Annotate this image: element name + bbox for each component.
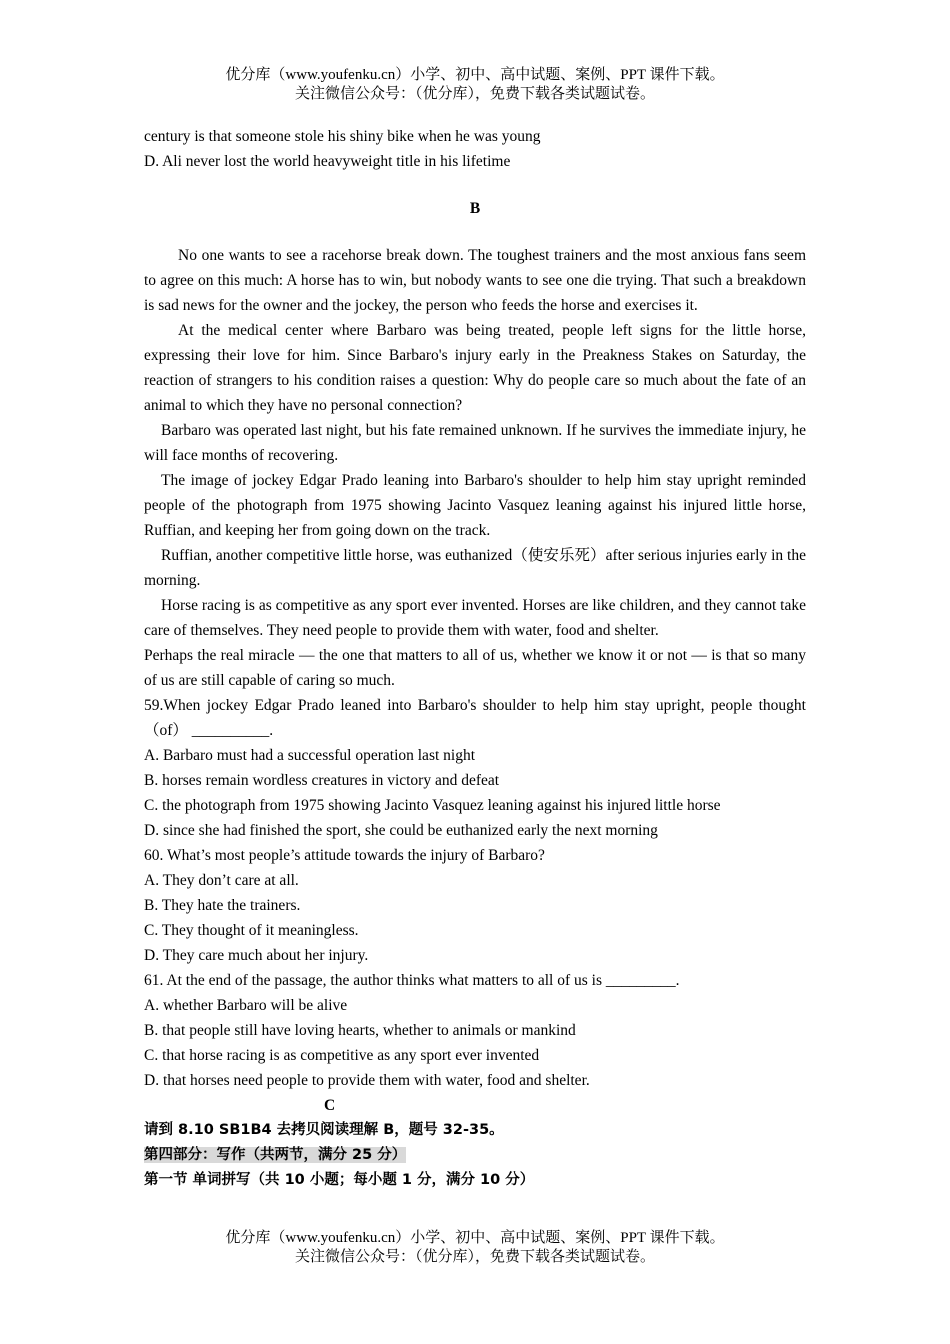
document-body: [144, 124, 806, 1193]
question-option: D. They care much about her injury.: [144, 947, 369, 964]
passage-paragraph-6: Horse racing is as competitive as any sport ever invented. Horses are like children, and they cannot take care of themselves. They need people to provide them with water, food and shelter.: [144, 597, 806, 639]
passage-paragraph-1: No one wants to see a racehorse break down. The toughest trainers and the most anxious fans seem to agree on this much: A horse has to win, but nobody wants to see one die trying. That such a breakdown is sad news for the owner and the jockey, the person who feeds the horse and exercises it.: [144, 247, 806, 314]
question-option: A. whether Barbaro will be alive: [144, 997, 348, 1014]
carry-over-line-2: D. Ali never lost the world heavyweight title in his lifetime: [144, 153, 511, 170]
question-61: [144, 968, 806, 1093]
passage-paragraph-5: Ruffian, another competitive little horse, was euthanized（使安乐死）after serious injuries early in the morning.: [144, 547, 806, 589]
question-option: B. They hate the trainers.: [144, 897, 301, 914]
question-stem: 61. At the end of the passage, the author thinks what matters to all of us is _________.: [144, 972, 680, 989]
question-60: [144, 843, 806, 968]
question-option: B. that people still have loving hearts, whether to animals or mankind: [144, 1022, 576, 1039]
question-option: B. horses remain wordless creatures in victory and defeat: [144, 772, 500, 789]
question-stem: 59.When jockey Edgar Prado leaned into Barbaro's shoulder to help him stay upright, people thought （of） __________.: [144, 697, 806, 739]
section-b-title: B: [469, 200, 481, 217]
part4-section1-title: 第一节 单词拼写（共 10 小题；每小题 1 分，满分 10 分）: [144, 1172, 535, 1188]
section-c-title: C: [324, 1097, 336, 1114]
question-59: [144, 693, 806, 843]
question-option: A. Barbaro must had a successful operation last night: [144, 747, 476, 764]
passage-paragraph-3: Barbaro was operated last night, but his fate remained unknown. If he survives the immediate injury, he will face months of recovering.: [144, 422, 806, 464]
part4-title-row: [144, 1143, 806, 1168]
page-footer: [0, 1229, 950, 1267]
passage-paragraph-4: The image of jockey Edgar Prado leaning into Barbaro's shoulder to help him stay upright reminded people of the photograph from 1975 showing Jacinto Vasquez leaning against his injured little horse, Ruffian, and keeping her from going down on the track.: [144, 472, 806, 539]
question-option: D. that horses need people to provide them with water, food and shelter.: [144, 1072, 590, 1089]
footer-line-2: 关注微信公众号：（优分库），免费下载各类试题试卷。: [294, 1249, 655, 1265]
footer-line-1: 优分库（www.youfenku.cn）小学、初中、高中试题、案例、PPT 课件下载。: [225, 1230, 725, 1246]
carry-over-line-1: century is that someone stole his shiny bike when he was young: [144, 128, 541, 145]
question-option: C. They thought of it meaningless.: [144, 922, 359, 939]
page-header: [0, 66, 950, 104]
question-stem: 60. What’s most people’s attitude towards the injury of Barbaro?: [144, 847, 545, 864]
header-line-2: 关注微信公众号：（优分库），免费下载各类试题试卷。: [294, 86, 655, 102]
question-option: C. the photograph from 1975 showing Jacinto Vasquez leaning against his injured little horse: [144, 797, 721, 814]
question-option: A. They don’t care at all.: [144, 872, 299, 889]
section-c-note: 请到 8.10 SB1B4 去拷贝阅读理解 B，题号 32-35。: [144, 1122, 504, 1138]
passage-paragraph-7: Perhaps the real miracle — the one that matters to all of us, whether we know it or not — is that so many of us are still capable of caring so much.: [144, 647, 806, 689]
question-option: C. that horse racing is as competitive as any sport ever invented: [144, 1047, 540, 1064]
question-option: D. since she had finished the sport, she could be euthanized early the next morning: [144, 822, 658, 839]
header-line-1: 优分库（www.youfenku.cn）小学、初中、高中试题、案例、PPT 课件下载。: [225, 67, 725, 83]
passage-paragraph-2: At the medical center where Barbaro was being treated, people left signs for the little horse, expressing their love for him. Since Barbaro's injury early in the Preakness Stakes on Saturday, the reaction of strangers to his condition raises a question: Why do people care so much about the fate of an animal to which they have no personal connection?: [144, 322, 806, 414]
part4-title: 第四部分：写作（共两节，满分 25 分）: [144, 1147, 407, 1163]
